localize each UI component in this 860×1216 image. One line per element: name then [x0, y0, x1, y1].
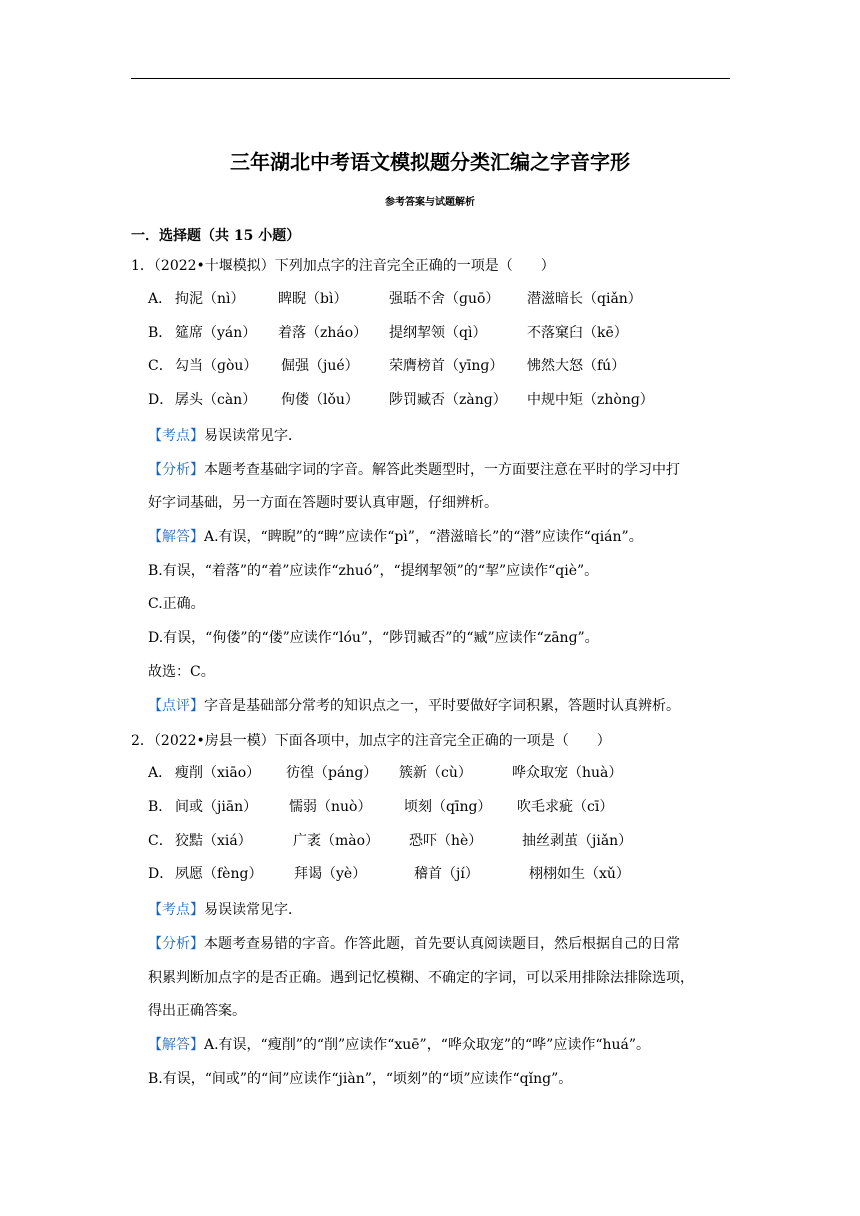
- option-letter: D．: [148, 866, 174, 882]
- fenxi-label: 【分析】: [148, 462, 204, 478]
- page-title: 三年湖北中考语文模拟题分类汇编之字音字形: [230, 150, 630, 174]
- q2-jieda-b: B.有误，“间或”的“间”应读作“jiàn”，“顷刻”的“顷”应读作“qǐng”。: [148, 1071, 573, 1087]
- option-word: 孱头（càn）: [175, 392, 257, 408]
- question-1-stem: 1．（2022•十堰模拟）下列加点字的注音完全正确的一项是（ ）: [131, 258, 555, 274]
- q1-answer: 故选：C。: [148, 664, 215, 680]
- option-word: 陟罚臧否（zànɡ）: [389, 392, 507, 408]
- page-subtitle: 参考答案与试题解析: [385, 197, 475, 208]
- option-word: 广袤（mào）: [293, 833, 380, 849]
- q2-fenxi-cont: 积累判断加点字的是否正确。遇到记忆模糊、不确定的字词，可以采用排除法排除选项，: [148, 970, 694, 986]
- q2-fenxi-cont-2: 得出正确答案。: [148, 1003, 246, 1019]
- option-word: 倔强（jué）: [281, 358, 359, 374]
- q1-kaodian: [148, 426, 302, 446]
- fenxi-text: 本题考查基础字词的字音。解答此类题型时，一方面要注意在平时的学习中打: [204, 462, 680, 478]
- dianping-label: 【点评】: [148, 698, 204, 714]
- option-letter: C．: [148, 358, 173, 374]
- option-word: 栩栩如生（xǔ）: [529, 866, 630, 882]
- option-word: 着落（zháo）: [278, 325, 368, 341]
- option-word: 拜谒（yè）: [294, 866, 367, 882]
- q1-fenxi-cont: 好字词基础，另一方面在答题时要认真审题，仔细辨析。: [148, 495, 498, 511]
- option-letter: D．: [148, 392, 174, 408]
- option-word: 拘泥（nì）: [175, 291, 245, 307]
- option-word: 潜滋暗长（qiǎn）: [527, 291, 642, 307]
- q2-fenxi: [148, 934, 680, 954]
- q1-dianping: [148, 696, 680, 716]
- option-word: 狡黠（xiá）: [175, 833, 252, 849]
- option-word: 中规中矩（zhònɡ）: [527, 392, 654, 408]
- fenxi-text: 本题考查易错的字音。作答此题，首先要认真阅读题目，然后根据自己的日常: [204, 936, 680, 952]
- q2-kaodian: [148, 900, 302, 920]
- option-word: 哗众取宠（huà）: [512, 765, 623, 781]
- q1-fenxi: [148, 460, 680, 480]
- option-word: 强聒不舍（ɡuō）: [389, 291, 500, 307]
- option-word: 不落窠臼（kē）: [527, 325, 628, 341]
- option-word: 瘦削（xiāo）: [175, 765, 261, 781]
- option-word: 荣膺榜首（yīnɡ）: [389, 358, 504, 374]
- option-word: 彷徨（páng）: [286, 765, 378, 781]
- question-2-stem: 2．（2022•房县一模）下面各项中，加点字的注音完全正确的一项是（ ）: [131, 733, 611, 749]
- fenxi-label: 【分析】: [148, 936, 204, 952]
- option-word: 筵席（yán）: [175, 325, 257, 341]
- option-word: 簇新（cù）: [399, 765, 472, 781]
- option-word: 提纲挈领（qì）: [389, 325, 487, 341]
- option-letter: B．: [148, 799, 173, 815]
- option-word: 抽丝剥茧（jiǎn）: [522, 833, 633, 849]
- option-letter: A．: [148, 291, 173, 307]
- header-rule: [131, 78, 730, 79]
- option-word: 佝偻（lǒu）: [281, 392, 359, 408]
- kaodian-text: 易误读常见字．: [204, 428, 302, 444]
- q2-jieda: [148, 1035, 650, 1055]
- section-heading: 一．选择题（共 15 小题）: [131, 228, 301, 244]
- q1-jieda-d: D.有误，“佝偻”的“偻”应读作“lóu”，“陟罚臧否”的“臧”应读作“zānɡ”。: [148, 630, 599, 646]
- option-word: 稽首（jí）: [414, 866, 479, 882]
- option-word: 睥睨（bì）: [278, 291, 348, 307]
- kaodian-label: 【考点】: [148, 902, 204, 918]
- option-letter: B．: [148, 325, 173, 341]
- option-word: 恐吓（hè）: [409, 833, 483, 849]
- q1-jieda-c: C.正确。: [148, 596, 205, 612]
- option-word: 懦弱（nuò）: [289, 799, 372, 815]
- option-letter: A．: [148, 765, 173, 781]
- q1-jieda-b: B.有误，“着落”的“着”应读作“zhuó”，“提纲挈领”的“挈”应读作“qiè”。: [148, 563, 599, 579]
- option-word: 间或（jiān）: [175, 799, 258, 815]
- option-word: 怫然大怒（fú）: [527, 358, 626, 374]
- option-word: 吹毛求疵（cī）: [517, 799, 614, 815]
- jieda-label: 【解答】: [148, 1037, 204, 1053]
- jieda-label: 【解答】: [148, 529, 204, 545]
- option-word: 夙愿（fèng）: [175, 866, 263, 882]
- jieda-text: A.有误，“睥睨”的“睥”应读作“pì”，“潜滋暗长”的“潜”应读作“qián”。: [204, 529, 643, 545]
- kaodian-text: 易误读常见字．: [204, 902, 302, 918]
- q1-jieda: [148, 527, 643, 547]
- option-letter: C．: [148, 833, 173, 849]
- option-word: 顷刻（qīng）: [404, 799, 492, 815]
- jieda-text: A.有误，“瘦削”的“削”应读作“xuē”，“哗众取宠”的“哗”应读作“huá”。: [204, 1037, 651, 1053]
- kaodian-label: 【考点】: [148, 428, 204, 444]
- dianping-text: 字音是基础部分常考的知识点之一，平时要做好字词积累，答题时认真辨析。: [204, 698, 680, 714]
- option-word: 勾当（ɡòu）: [175, 358, 258, 374]
